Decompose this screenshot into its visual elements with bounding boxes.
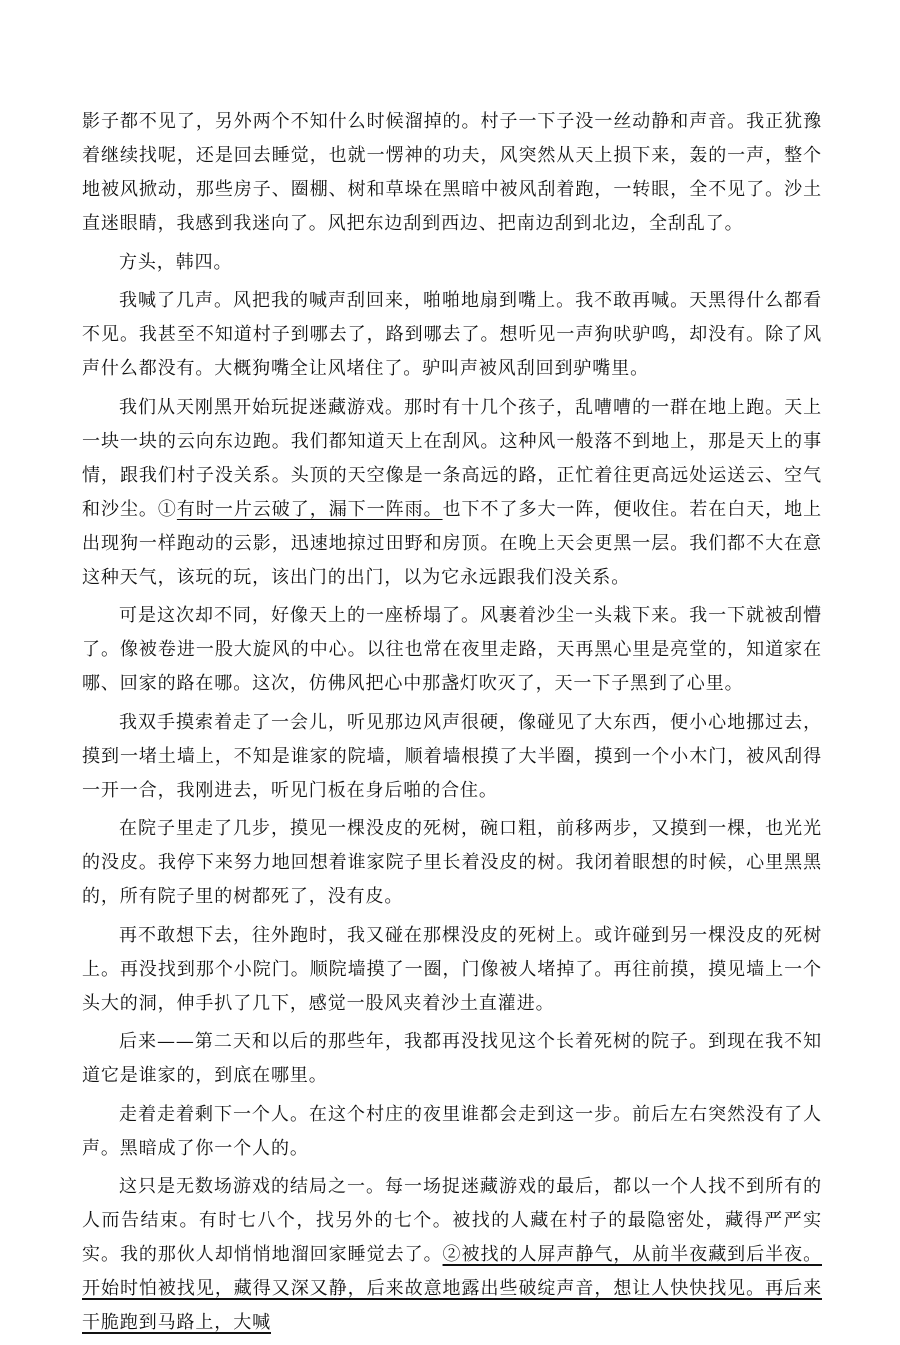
paragraph-4-text-b: 也下不了多大一阵，便收住。若在白天，地上出现狗一样跑动的云影，迅速地掠过田野和房顶。在晚上天会更黑一层。我们都不大在意这种天气，该玩的玩，该出门的出门，以为它永远跟我们没关系。 — [82, 498, 823, 588]
article-page — [82, 105, 822, 1345]
paragraph-4-text-a: 我们从天刚黑开始玩捉迷藏游戏。那时有十几个孩子，乱嘈嘈的一群在地上跑。天上一块一块的云向东边跑。我们都知道天上在刮风。这种风一般落不到地上，那是天上的事情，跟我们村子没关系。头顶的天空像是一条高远的路，正忙着往更高远处运送云、空气和沙尘。① — [82, 396, 822, 520]
paragraph-3: 我喊了几声。风把我的喊声刮回来，啪啪地扇到嘴上。我不敢再喊。天黑得什么都看不见。我甚至不知道村子到哪去了，路到哪去了。想听见一声狗吠驴鸣，却没有。除了风声什么都没有。大概狗嘴全让风堵住了。驴叫声被风刮回到驴嘴里。 — [82, 290, 822, 379]
paragraph-11-text-a: 这只是无数场游戏的结局之一。每一场捉迷藏游戏的最后，都以一个人找不到所有的人而告结束。有时七八个，找另外的七个。被找的人藏在村子的最隐密处，藏得严严实实。我的那伙人却悄悄地溜回家睡觉去了。 — [82, 1176, 822, 1265]
paragraph-9: 后来——第二天和以后的那些年，我都再没找见这个长着死树的院子。到现在我不知道它是谁家的，到底在哪里。 — [82, 1031, 822, 1086]
underlined-sentence-2: ②被找的人屏声静气，从前半夜藏到后半夜。开始时怕被找见，藏得又深又静，后来故意地露出些破绽声音，想让人快快找见。再后来干脆跑到马路上，大喊 — [82, 1244, 822, 1333]
paragraph-6: 我双手摸索着走了一会儿，听见那边风声很硬，像碰见了大东西，便小心地挪过去，摸到一堵土墙上，不知是谁家的院墙，顺着墙根摸了大半圈，摸到一个小木门，被风刮得一开一合，我刚进去，听见门板在身后啪的合住。 — [82, 711, 822, 801]
paragraph-2: 方头，韩四。 — [119, 251, 233, 273]
paragraph-5: 可是这次却不同，好像天上的一座桥塌了。风裹着沙尘一头栽下来。我一下就被刮懵了。像被卷进一股大旋风的中心。以往也常在夜里走路，天再黑心里是亮堂的，知道家在哪、回家的路在哪。这次，仿佛风把心中那盏灯吹灭了，天一下子黑到了心里。 — [82, 605, 822, 694]
paragraph-4 — [82, 391, 822, 595]
underlined-sentence-1: 有时一片云破了，漏下一阵雨。 — [176, 498, 443, 520]
paragraph-8: 再不敢想下去，往外跑时，我又碰在那棵没皮的死树上。或许碰到另一棵没皮的死树上。再没找到那个小院门。顺院墙摸了一圈，门像被人堵掉了。再往前摸，摸见墙上一个头大的洞，伸手扒了几下，感觉一股风夹着沙土直灌进。 — [82, 924, 822, 1014]
paragraph-10: 走着走着剩下一个人。在这个村庄的夜里谁都会走到这一步。前后左右突然没有了人声。黑暗成了你一个人的。 — [82, 1103, 822, 1159]
paragraph-11 — [82, 1170, 822, 1340]
paragraph-7: 在院子里走了几步，摸见一棵没皮的死树，碗口粗，前移两步，又摸到一棵，也光光的没皮。我停下来努力地回想着谁家院子里长着没皮的树。我闭着眼想的时候，心里黑黑的，所有院子里的树都死了，没有皮。 — [82, 818, 822, 907]
paragraph-1: 影子都不见了，另外两个不知什么时候溜掉的。村子一下子没一丝动静和声音。我正犹豫着继续找呢，还是回去睡觉，也就一愣神的功夫，风突然从天上损下来，轰的一声，整个地被风掀动，那些房子、圈棚、树和草垛在黑暗中被风刮着跑，一转眼，全不见了。沙土直迷眼睛，我感到我迷向了。风把东边刮到西边、把南边刮到北边，全刮乱了。 — [82, 111, 822, 234]
